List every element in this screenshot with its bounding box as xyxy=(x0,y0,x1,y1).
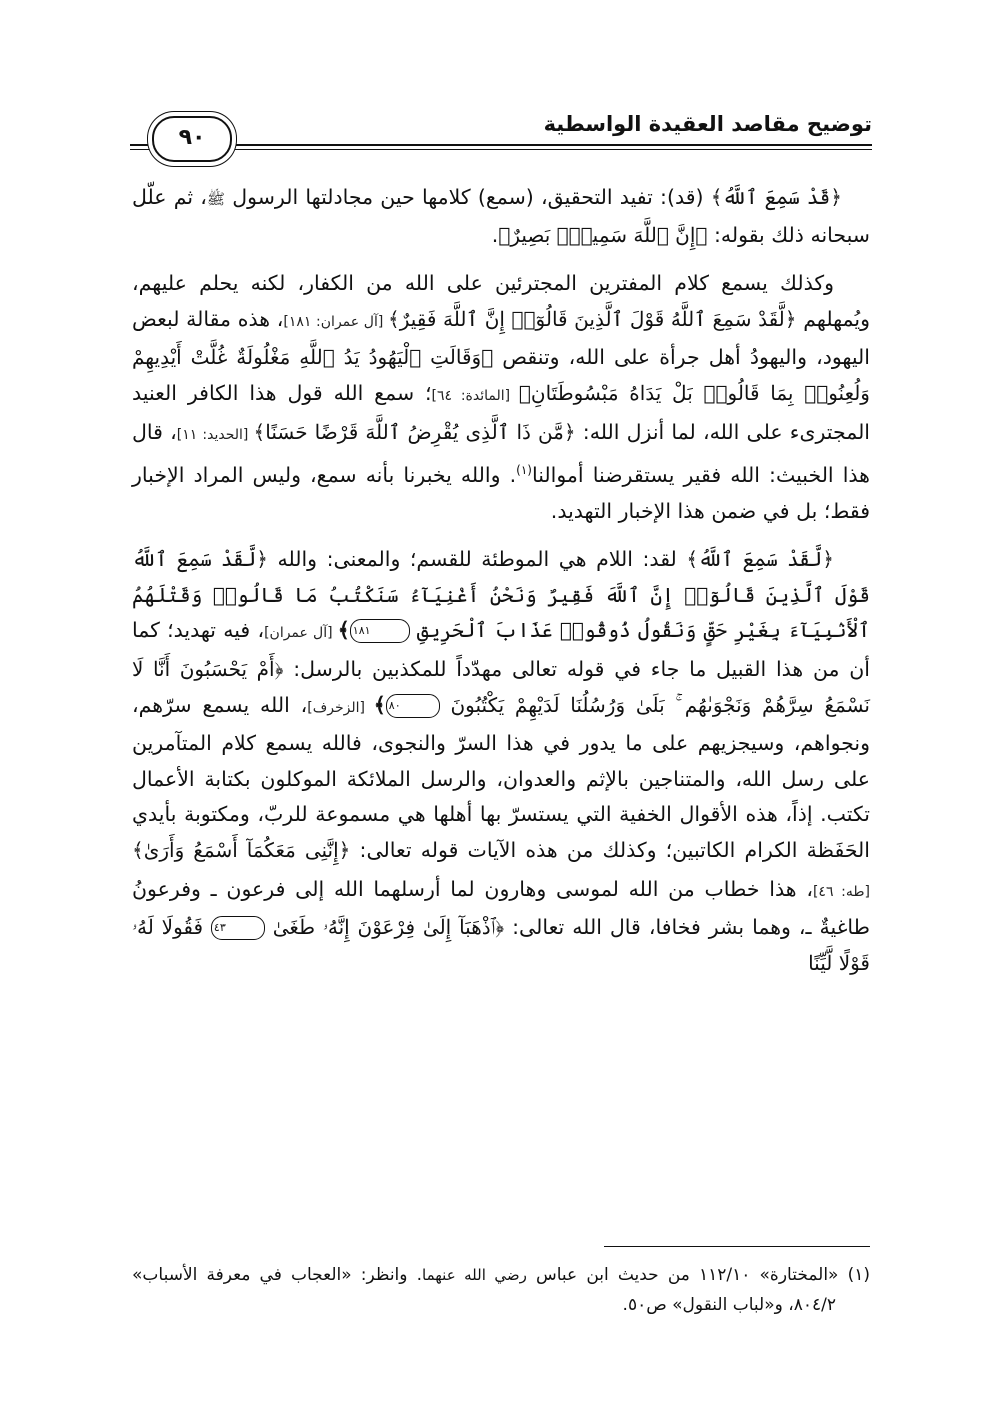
verse-reference: [آل عمران: ١٨١] xyxy=(283,313,388,330)
paragraph-2 xyxy=(132,266,870,529)
text-run: «المختارة» ١١٢/١٠ من حديث ابن عباس xyxy=(526,1265,848,1285)
verse-reference: [الزخرف] xyxy=(307,699,374,716)
text-run: . xyxy=(491,222,499,247)
quran-verse: ﴿قَدْ سَمِعَ ٱللَّهُ﴾ xyxy=(710,185,842,209)
quran-verse: ﴿مَّن ذَا ٱلَّذِى يُقْرِضُ ٱللَّهَ قَرْضًا حَسَنًا﴾ xyxy=(253,419,576,444)
ayah-number-icon: ٤٣ xyxy=(211,916,265,940)
quran-verse: ﴿لَّقَدْ سَمِعَ ٱللَّهُ﴾ xyxy=(686,547,834,572)
quran-verse: ﴿لَّقَدْ سَمِعَ ٱللَّهُ قَوْلَ ٱلَّذِينَ قَالُوٓا۟ إِنَّ ٱللَّهَ فَقِيرٌ﴾ xyxy=(387,306,797,331)
text-run: (قد): تفيد التحقيق، (سمع) كلامها حين مجادلتها الرسول xyxy=(225,185,711,209)
header-rule xyxy=(130,144,872,146)
page-number: ٩٠ xyxy=(152,116,232,162)
paragraph-1 xyxy=(132,180,870,253)
quran-bracket: ﴾ xyxy=(337,618,350,643)
text-run: لقد: اللام هي الموطئة للقسم؛ والمعنى: والله xyxy=(267,547,687,572)
footnote-number: (١) xyxy=(847,1265,870,1285)
page-header xyxy=(130,108,872,164)
paragraph-3 xyxy=(132,542,870,981)
quran-bracket: ﴾ xyxy=(373,692,386,717)
quran-verse: ﴿إِنَّ ٱللَّهَ سَمِيعٌۢ بَصِيرٌ﴾ xyxy=(498,222,708,247)
text-run: . والله يخبرنا بأنه سمع، وليس المراد الإخبار فقط؛ بل في ضمن هذا الإخبار التهديد. xyxy=(132,462,870,523)
text-run: ، ثم علّل سبحانه ذلك بقوله: xyxy=(132,185,870,247)
quran-verse: ﴿ٱذْهَبَآ إِلَىٰ فِرْعَوْنَ إِنَّهُۥ طَغَىٰ xyxy=(272,915,505,940)
quran-verse: فَقُولَا لَهُۥ قَوْلًا لَّيِّنًا xyxy=(132,915,870,975)
footnote-marker[interactable]: (١) xyxy=(516,463,532,478)
footnote-separator xyxy=(604,1246,870,1247)
ayah-number-icon: ١٨١ xyxy=(350,619,410,643)
running-title: توضيح مقاصد العقيدة الواسطية xyxy=(543,112,872,136)
radiallahu-symbol: رضي الله عنهما xyxy=(422,1266,527,1284)
text-run: . وانظر: «العجاب في معرفة الأسباب» ٨٠٤/٢، و«لباب النقول» ص٥٠. xyxy=(132,1265,836,1315)
quran-verse: ﴿لَّقَدْ سَمِعَ ٱللَّهُ قَوْلَ ٱلَّذِينَ قَالُوٓا۟ إِنَّ ٱللَّهَ فَقِيرٌ وَنَحْنُ أَغْنِيَآءُ سَنَكْتُبُ مَا قَالُوا۟ وَقَتْلَهُمُ ٱلْأَنۢبِيَآءَ بِغَيْرِ حَقٍّ وَنَقُولُ ذُوقُوا۟ عَذَابَ ٱلْحَرِيقِ xyxy=(132,547,870,643)
text-run: ، هذا خطاب من الله لموسى وهارون لما أرسلهما الله إلى فرعون ـ وفرعونُ طاغيةٌ ـ، وهما بشر فخافا، قال الله تعالى: xyxy=(132,876,870,940)
footnote-1 xyxy=(132,1260,870,1320)
quran-verse: ﴿وَقَالَتِ ٱلْيَهُودُ يَدُ ٱللَّهِ مَغْلُولَةٌ غُلَّتْ أَيْدِيهِمْ وَلُعِنُوا۟ بِمَا قَالُوا۟ بَلْ يَدَاهُ مَبْسُوطَتَانِ﴾ xyxy=(132,345,870,405)
text-run: وكذلك يسمع كلام المفترين المجترئين على الله من الكفار، لكنه يحلم عليهم، ويُمهلهم xyxy=(132,271,871,331)
verse-reference: [آل عمران] xyxy=(264,625,338,642)
header-rule-thin xyxy=(130,149,872,150)
text-run: ؛ سمع الله قول هذا الكافر العنيد المجترىء على الله، لما أنزل الله: xyxy=(132,380,871,444)
verse-reference: [الحديد: ١١] xyxy=(176,426,254,443)
text-run: ، قال هذا الخبيث: الله فقير يستقرضنا أموالنا xyxy=(132,419,870,487)
ayah-number-icon: ٨٠ xyxy=(386,694,440,718)
salawat-symbol: ﷺ xyxy=(206,190,226,208)
header-rule-left-stub xyxy=(130,144,144,146)
verse-reference: [المائدة: ٦٤] xyxy=(431,387,519,404)
text-run: ، فيه تهديد؛ كما أن من هذا القبيل ما جاء في قوله تعالى مهدّداً للمكذبين بالرسل: xyxy=(132,618,870,681)
text-run: ، هذه مقالة لبعض اليهود، واليهودُ أهل جرأة على الله، وتنقص xyxy=(132,306,870,370)
verse-reference: [طه: ٤٦] xyxy=(812,883,870,900)
quran-verse: ﴿إِنَّنِى مَعَكُمَآ أَسْمَعُ وَأَرَىٰ﴾ xyxy=(132,837,351,862)
text-run: ، الله يسمع سرّهم، ونجواهم، وسيجزيهم على ما يدور في هذا السرّ والنجوى، فالله يسمع كلام المتآمرين على رسل الله، والمتناجين بالإثم والعدوان، والرسل الملائكة الموكلون بكتابة الأعمال تكتب. إذاً، هذه الأقوال الخفية التي يستسرّ بها أهلها هي مسموعة للربّ، ومكتوبة بأيدي الحَفَظة الكرام الكاتبين؛ وكذلك من هذه الآيات قوله تعالى: xyxy=(132,692,870,862)
quran-verse: ﴿أَمْ يَحْسَبُونَ أَنَّا لَا نَسْمَعُ سِرَّهُمْ وَنَجْوَىٰهُم ۚ بَلَىٰ وَرُسُلُنَا لَدَيْهِمْ يَكْتُبُونَ xyxy=(132,656,870,717)
footnotes xyxy=(132,1260,870,1320)
main-text xyxy=(132,180,870,994)
